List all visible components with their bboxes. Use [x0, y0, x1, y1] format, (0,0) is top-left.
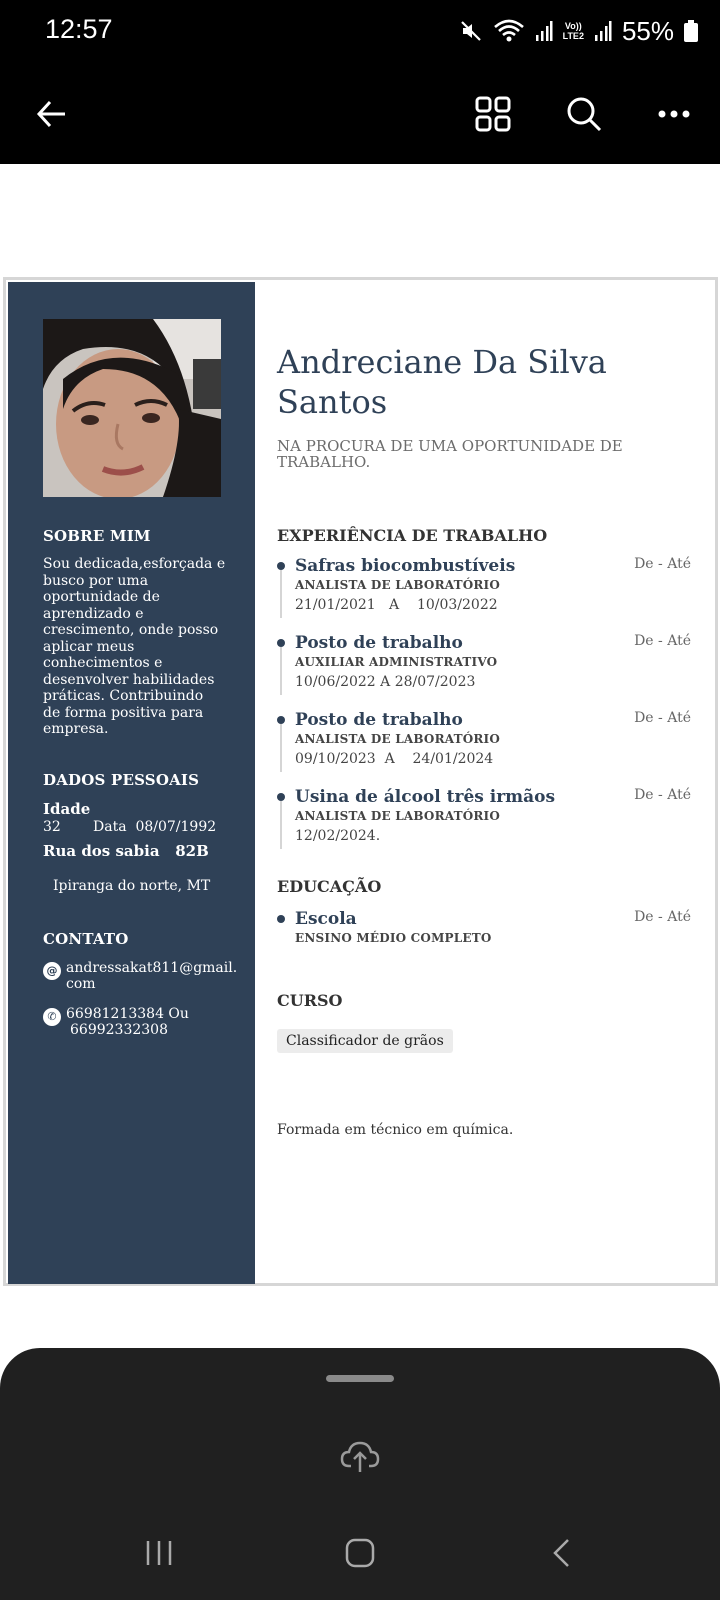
candidate-name [277, 342, 697, 422]
lte-top: Vo)) [564, 21, 582, 31]
status-time: 12:57 [45, 14, 113, 44]
about-line: crescimento, onde posso [43, 622, 219, 638]
status-icons [459, 14, 698, 48]
timeline-dot [277, 915, 285, 923]
about-line: aprendizado e [43, 605, 144, 622]
personal-data-heading: DADOS PESSOAIS [43, 771, 200, 789]
job-title: Posto de trabalho [295, 633, 463, 653]
nav-back-button[interactable] [527, 1528, 597, 1578]
education-heading: EDUCAÇÃO [277, 877, 382, 896]
course-heading: CURSO [277, 991, 343, 1010]
bottom-sheet [0, 1348, 720, 1600]
email-text [66, 960, 237, 992]
about-line: Sou dedicada,esforçada e [43, 556, 226, 572]
phone-text [66, 1006, 189, 1038]
timeline-line [280, 647, 282, 695]
wifi-icon [493, 18, 525, 44]
education-level: ENSINO MÉDIO COMPLETO [295, 931, 492, 945]
back-button[interactable] [24, 86, 80, 142]
more-options-button[interactable] [646, 86, 702, 142]
street-number: 82B [175, 842, 209, 860]
about-line: desenvolver habilidades [43, 671, 215, 688]
about-heading: SOBRE MIM [43, 527, 151, 545]
signal-icon [535, 20, 553, 42]
home-button[interactable] [325, 1528, 395, 1578]
job-period: De - Até [634, 710, 691, 726]
education-item [277, 909, 691, 953]
timeline-line [280, 570, 282, 618]
timeline-dot [277, 793, 285, 801]
lte-bottom: LTE2 [562, 31, 584, 41]
subtitle-line: TRABALHO. [277, 453, 371, 471]
experience-item [277, 556, 691, 632]
job-role: AUXILIAR ADMINISTRATIVO [295, 655, 498, 669]
job-role: ANALISTA DE LABORATÓRIO [295, 809, 501, 823]
grid-view-button[interactable] [465, 86, 521, 142]
job-dates: 10/06/2022 A 28/07/2023 [295, 674, 476, 690]
contact-heading: CONTATO [43, 930, 129, 948]
job-role: ANALISTA DE LABORATÓRIO [295, 578, 501, 592]
status-bar [0, 0, 720, 64]
birth-date-label: Data [93, 819, 127, 835]
age-value: 32 [43, 819, 61, 835]
grid-icon [475, 96, 511, 132]
job-dates: 12/02/2024. [295, 828, 381, 844]
email-line: com [66, 976, 96, 992]
mute-icon [459, 19, 483, 43]
subtitle-line: NA PROCURA DE UMA OPORTUNIDADE DE [277, 437, 623, 455]
resume-document [3, 277, 718, 1286]
about-line: conhecimentos e [43, 655, 163, 671]
course-tag: Classificador de grãos [277, 1029, 453, 1053]
resume-main [255, 280, 715, 1284]
job-period: De - Até [634, 556, 691, 572]
recent-apps-icon [144, 1538, 174, 1568]
age-label: Idade [43, 800, 91, 818]
street: Rua dos sabia [43, 842, 160, 860]
job-dates: 09/10/2023 A 24/01/2024 [295, 751, 494, 767]
cloud-upload-icon [340, 1439, 380, 1473]
timeline-dot [277, 716, 285, 724]
about-text [43, 556, 225, 738]
about-line: práticas. Contribuindo [43, 688, 204, 704]
experience-heading: EXPERIÊNCIA DE TRABALHO [277, 526, 548, 545]
signal-icon-2 [594, 20, 612, 42]
timeline-dot [277, 639, 285, 647]
name-line: Santos [277, 383, 388, 421]
about-line: de forma positiva para [43, 704, 204, 721]
chevron-left-icon [550, 1537, 574, 1569]
app-bar [0, 64, 720, 164]
job-title: Posto de trabalho [295, 710, 463, 730]
timeline-dot [277, 562, 285, 570]
education-note: Formada em técnico em química. [277, 1122, 514, 1138]
city: Ipiranga do norte, MT [53, 878, 211, 894]
phone-row[interactable] [43, 1006, 189, 1038]
experience-item [277, 710, 691, 786]
phone-line: 66992332308 [70, 1022, 168, 1038]
about-line: aplicar meus [43, 638, 135, 655]
job-dates: 21/01/2021 A 10/03/2022 [295, 597, 498, 613]
home-icon [344, 1537, 376, 1569]
name-line: Andreciane Da Silva [277, 343, 607, 381]
timeline-line [280, 724, 282, 772]
profile-photo [43, 319, 221, 497]
about-line: busco por uma [43, 572, 149, 589]
job-title: Usina de álcool três irmãos [295, 787, 556, 807]
phone-icon: ✆ [43, 1008, 61, 1026]
birth-date-row [93, 819, 216, 836]
timeline-line [280, 801, 282, 849]
experience-item [277, 633, 691, 709]
battery-icon [684, 20, 698, 42]
birth-date-value: 08/07/1992 [135, 819, 217, 835]
job-role: ANALISTA DE LABORATÓRIO [295, 732, 501, 746]
email-row[interactable] [43, 960, 237, 992]
email-line: andressakat811@gmail. [66, 960, 238, 976]
experience-item [277, 787, 691, 863]
email-icon: @ [43, 962, 61, 980]
about-line: empresa. [43, 721, 109, 737]
job-period: De - Até [634, 787, 691, 803]
education-title: Escola [295, 909, 357, 929]
job-period: De - Até [634, 633, 691, 649]
about-line: oportunidade de [43, 589, 160, 605]
search-icon [566, 96, 602, 132]
lte-indicator [563, 21, 584, 41]
address-row [43, 843, 209, 860]
job-title: Safras biocombustíveis [295, 556, 516, 576]
recent-apps-button[interactable] [124, 1528, 194, 1578]
candidate-subtitle [277, 438, 697, 470]
resume-sidebar [8, 282, 255, 1284]
back-arrow-icon [35, 97, 69, 131]
more-icon [657, 109, 691, 119]
education-period: De - Até [634, 909, 691, 925]
drag-handle[interactable] [326, 1375, 394, 1382]
battery-level: 55% [621, 15, 674, 46]
search-button[interactable] [556, 86, 612, 142]
upload-button[interactable] [338, 1436, 382, 1476]
phone-line: 66981213384 Ou [66, 1006, 189, 1022]
